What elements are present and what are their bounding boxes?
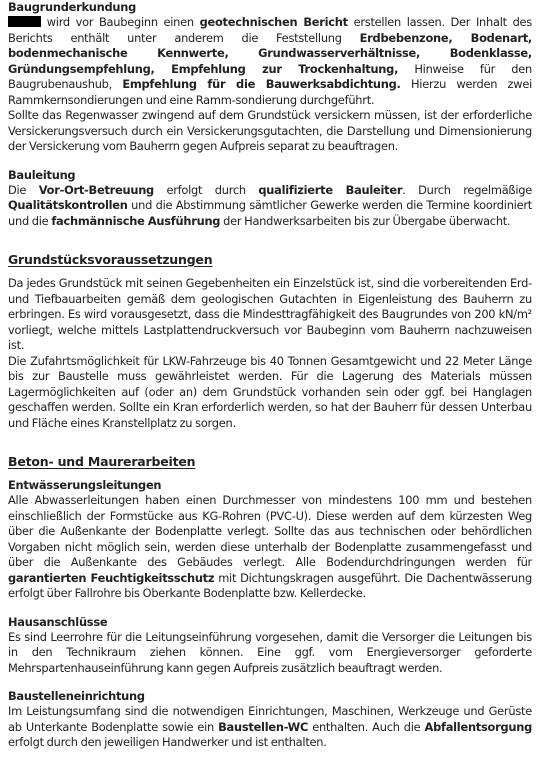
bold-phrase: Empfehlung für die Bauwerksabdichtung. (122, 77, 401, 91)
text-run: erfolgt durch den jeweiligen Handwerker und ist enthalten. (8, 735, 327, 749)
subheading-hausanschluesse: Hausanschlüsse (8, 614, 108, 629)
paragraph-baugrund-2: Sollte das Regenwasser zwingend auf dem Grundstück versickern müssen, ist der erforderliche Versickerungsversuch durch ein Versickerungsgutachten, die Darstellung und Dimensionierung der Versickerung vom Bauherrn gegen Aufpreis separat zu beauftragen. (8, 108, 532, 153)
bold-phrase: Abfallentsorgung (424, 719, 532, 734)
heading-grundstuecksvoraussetzungen: Grundstücksvoraussetzungen (8, 252, 213, 267)
paragraph-hausanschluesse: Es sind Leerrohre für die Leitungseinführung vorgesehen, damit die Versorger die Leitungen bis in den Technikraum ziehen können. Eine ggf. vom Energieversorger geforderte Mehrspartenhauseinführung kann gegen Aufpreis zusätzlich beauftragt werden. (8, 629, 532, 675)
paragraph-baugrund-1 (8, 15, 532, 108)
text-run: erfolgt durch (153, 182, 259, 197)
text-run: . Durch regelmäßige (402, 182, 533, 197)
document-page (8, 0, 532, 751)
section-grundstuecksvoraussetzungen (8, 252, 532, 431)
section-baugrunderkundung (8, 0, 532, 155)
paragraph-entwaesserung (8, 493, 532, 602)
text-run: und die Abstimmung sämtlicher Gewerke werden die Termine koordiniert und die (8, 198, 532, 228)
text-run: Die (8, 182, 39, 197)
redacted-name-block (8, 16, 41, 27)
bold-phrase: Baustellen-WC (218, 719, 309, 734)
text-run: Alle Abwasserleitungen haben einen Durchmesser von mindestens 100 mm und bestehen einschließlich der Formstücke aus KG-Rohren (PVC-U). Diese werden auf dem kürzesten Weg über die Außenkante der Bodenplatte verlegt. Sollte das aus technischen oder behördlichen Vorgaben nicht möglich sein, werden diese unterhalb der Bodenplatte zusammengefasst und über die Außenkante des Gebäudes verlegt. Alle Bodendurchdringungen werden für (8, 493, 532, 569)
bold-phrase: Qualitätskontrollen (8, 198, 128, 212)
section-beton-maurerarbeiten (8, 454, 532, 751)
paragraph-bauleitung (8, 183, 532, 230)
bold-phrase: qualifizierte Bauleiter (258, 182, 403, 197)
subheading-bauleitung: Bauleitung (8, 167, 76, 182)
text-run: Im Leistungsumfang sind die notwendigen Einrichtungen, Maschinen, Werkzeuge und Gerüste ab Unterkante Bodenplatte sowie ein (8, 704, 532, 734)
paragraph-baustelleneinrichtung (8, 704, 532, 751)
text-run: Hinweise für den Baugrubenaushub, (8, 61, 532, 91)
bold-phrase: Erdbebenzone, Bodenart, bodenmechanische Kennwerte, Grundwasserverhältnisse, Bodenklasse, Gründungsempfehlung, Empfehlung zur Trockenhaltung, (8, 30, 532, 76)
subheading-baugrunderkundung: Baugrunderkundung (8, 0, 137, 14)
text-run: Hierzu werden zwei Rammkernsondierungen und eine Ramm-sondierung durchgeführt. (8, 77, 532, 107)
paragraph-grundstueck-1: Da jedes Grundstück mit seinen Gegebenheiten ein Einzelstück ist, sind die vorbereitenden Erd- und Tiefbauarbeiten gemäß dem geologischen Gutachten in Eigenleistung des Bauherrn zu erbringen. Es wird vorausgesetzt, dass die Mindesttragfähigkeit des Baugrundes von 200 kN/m² vorliegt, welche mittels Lastplattendruckversuch vor Baubeginn vom Bauherrn nachzuweisen ist. (8, 276, 532, 352)
section-bauleitung (8, 168, 532, 230)
subheading-entwaesserungsleitungen: Entwässerungsleitungen (8, 478, 162, 492)
text-run: der Handwerksarbeiten bis zur Übergabe überwacht. (220, 213, 511, 228)
bold-phrase: fachmännische Ausführung (51, 213, 221, 228)
bold-phrase: garantierten Feuchtigkeitsschutz (8, 570, 215, 585)
text-run: enthalten. Auch die (308, 719, 425, 734)
bold-phrase: geotechnischen Bericht (199, 15, 348, 29)
subheading-baustelleneinrichtung: Baustelleneinrichtung (8, 689, 145, 703)
bold-phrase: Vor-Ort-Betreuung (38, 182, 154, 197)
paragraph-grundstueck-2: Die Zufahrtsmöglichkeit für LKW-Fahrzeuge bis 40 Tonnen Gesamtgewicht und 22 Meter Länge bis zur Baustelle muss gewährleistet werden. Für die Lagerung des Materials müssen Lagermöglichkeiten auf (oder an) dem Grundstück vorhanden sein oder ggf. bei Hanglagen geschaffen werden. Sollte ein Kran erforderlich werden, so hat der Bauherr für dessen Unterbau und Fläche eines Kranstellplatz zu sorgen. (8, 353, 532, 430)
heading-beton-maurerarbeiten: Beton- und Maurerarbeiten (8, 454, 196, 469)
text-run: wird vor Baubeginn einen (41, 15, 200, 29)
text-run: mit Dichtungskragen ausgeführt. Die Dachentwässerung erfolgt über Fallrohre bis Oberkante Bodenplatte bzw. Kellerdecke. (8, 570, 532, 600)
text-run: erstellen lassen. Der Inhalt des Berichts enthält unter anderem die Feststellung (8, 15, 532, 45)
